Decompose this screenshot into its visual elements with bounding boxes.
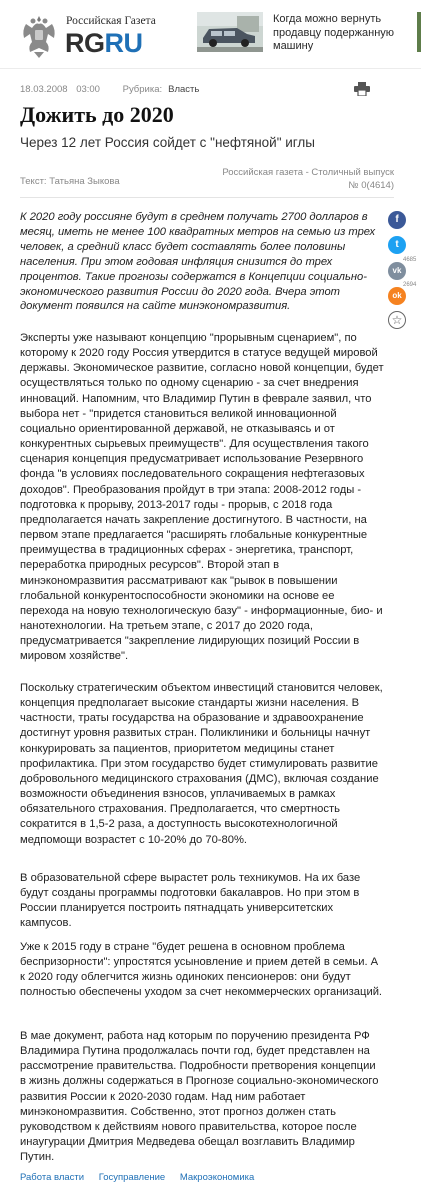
tag-link[interactable]: Работа власти xyxy=(20,1172,85,1183)
article-paragraph: В образовательной сфере вырастет роль техникумов. На их базе будут созданы программы подготовки бакалавров. Но при этом в России планируется построить пятнадцать университетских кампусов. xyxy=(20,872,361,930)
print-icon[interactable] xyxy=(354,82,370,96)
publication-info xyxy=(194,166,394,192)
header-divider xyxy=(0,68,421,69)
article-author: Текст: Татьяна Зыкова xyxy=(20,176,120,187)
article-time: 03:00 xyxy=(76,84,100,95)
odnoklassniki-icon[interactable]: ok xyxy=(388,287,406,305)
tag-list xyxy=(20,1172,266,1183)
vk-share-count: 4685 xyxy=(403,257,417,263)
next-promo-edge xyxy=(417,12,421,52)
article-paragraph: Эксперты уже называют концепцию "прорывным сценарием", по которому к 2020 году Россия утвердится в статусе ведущей мировой державы. Экономическое развитие, согласно новой концепции, будет осуществляться только по одному сценарию - за счет внедрения инноваций. Напомним, что Владимир Путин в феврале заявил, что выбора нет - "придется становиться великой инновационной социально ориентированной державой, не отказываясь и от конкурентных сырьевых преимуществ". Для осуществления такого сценария концепция предусматривает использование Резервного фонда "в условиях последовательного сокращения нефтегазовых доходов". Преобразования пройдут в три этапа: 2008-2012 годы - подготовка к прорыву, 2013-2017 годы - прорыв, с 2018 года предполагается начать закрепление достигнутого. В частности, на первом этапе предлагается "расширять глобальные конкурентные преимущества в традиционных сферах - энергетика, транспорт, переработка природных ресурсов". Второй этап в минэкономразвития рассматривают как "рывок в повышении глобальной конкурентоспособности экономики на основе ее перехода на новую технологическую базу" - информационные, био- и нанотехнологии. На третьем этапе, с 2017 до 2020 года, предусматривается "закрепление лидирующих позиций России в мировом хозяйстве". xyxy=(20,332,384,663)
facebook-icon[interactable]: f xyxy=(388,211,406,229)
article-paragraph: Поскольку стратегическим объектом инвестиций становится человек, концепция предполагает высокие стандарты жизни населения. В частности, траты государства на образование и здравоохранение достигнут уровня развитых стран. Поликлиники и больницы начнут конкурировать за пациентов, приоритетом медицины станет профилактика. При этом государство будет стимулировать развитие добровольного медицинского страхования (ДМС), включая создание возможности объединения взносов, уплачиваемых в рамках обязательного страхования. Предполагается, что смертность сократится в 1,5-2 раза, а доступность высокотехнологичной медпомощи возрастет с 10-20% до 70-80%. xyxy=(20,682,383,846)
ok-share-count: 2694 xyxy=(403,282,417,288)
article-lead: К 2020 году россияне будут в среднем получать 2700 долларов в месяц, иметь не менее 100 квадратных метров на семью из трех человек, а средний класс будет составлять более половины населения. При этом годовая инфляция снизится до трех процентов. Такие прогнозы содержатся в Концепции социально-экономического развития России до 2020 года. Вчера этот документ появился на сайте минэкономразвития. xyxy=(20,211,376,313)
publication-issue: № 0(4614) xyxy=(348,180,394,191)
promo-image xyxy=(197,12,263,52)
article-date: 18.03.2008 xyxy=(20,84,68,95)
site-header xyxy=(0,0,421,70)
promo-title: Когда можно вернуть продавцу подержанную машину xyxy=(273,13,395,52)
tag-link[interactable]: Макроэкономика xyxy=(179,1172,255,1183)
article-meta xyxy=(20,84,205,95)
emblem-icon xyxy=(20,12,58,58)
rubric-label: Рубрика: xyxy=(122,84,163,95)
rubric-link[interactable]: Власть xyxy=(168,84,200,95)
logo-rg: RG xyxy=(65,28,105,58)
article-subtitle: Через 12 лет Россия сойдет с "нефтяной" иглы xyxy=(20,135,316,150)
article-paragraph: В мае документ, работа над которым по поручению президента РФ Владимира Путина продолжалась почти год, будет представлен на рассмотрение правительства. Подробности претворения концепции в жизнь должны содержаться в Прогнозе социально-экономического развития России к 2020-2030 годам. Над ним работает минэкономразвития. Собственно, этот прогноз должен стать руководством к действиям нового правительства, которое после инаугурации Дмитрия Медведева обещал возглавить Владимир Путин. xyxy=(20,1030,379,1164)
meta-divider xyxy=(20,197,394,198)
favorite-star-icon[interactable]: ☆ xyxy=(388,311,406,329)
article-paragraph: Уже к 2015 году в стране "будет решена в основном проблема беспризорности": упростятся усыновление и прием детей в семьи. А к 2020 году облегчится жизнь одиноких пенсионеров: они будут полностью обеспечены уходом за счет некоммерческих организаций. xyxy=(20,941,383,999)
promo-teaser[interactable] xyxy=(197,12,412,52)
article-title: Дожить до 2020 xyxy=(20,102,174,127)
logo-subtitle: Российская Газета xyxy=(66,15,156,27)
site-logo[interactable] xyxy=(20,12,160,58)
publication-name[interactable]: Российская газета - Столичный выпуск xyxy=(222,167,394,178)
vk-icon[interactable]: vk xyxy=(388,262,406,280)
tag-link[interactable]: Госуправление xyxy=(98,1172,166,1183)
twitter-icon[interactable]: t xyxy=(388,236,406,254)
logo-wordmark xyxy=(65,28,143,58)
logo-ru: RU xyxy=(104,28,143,58)
